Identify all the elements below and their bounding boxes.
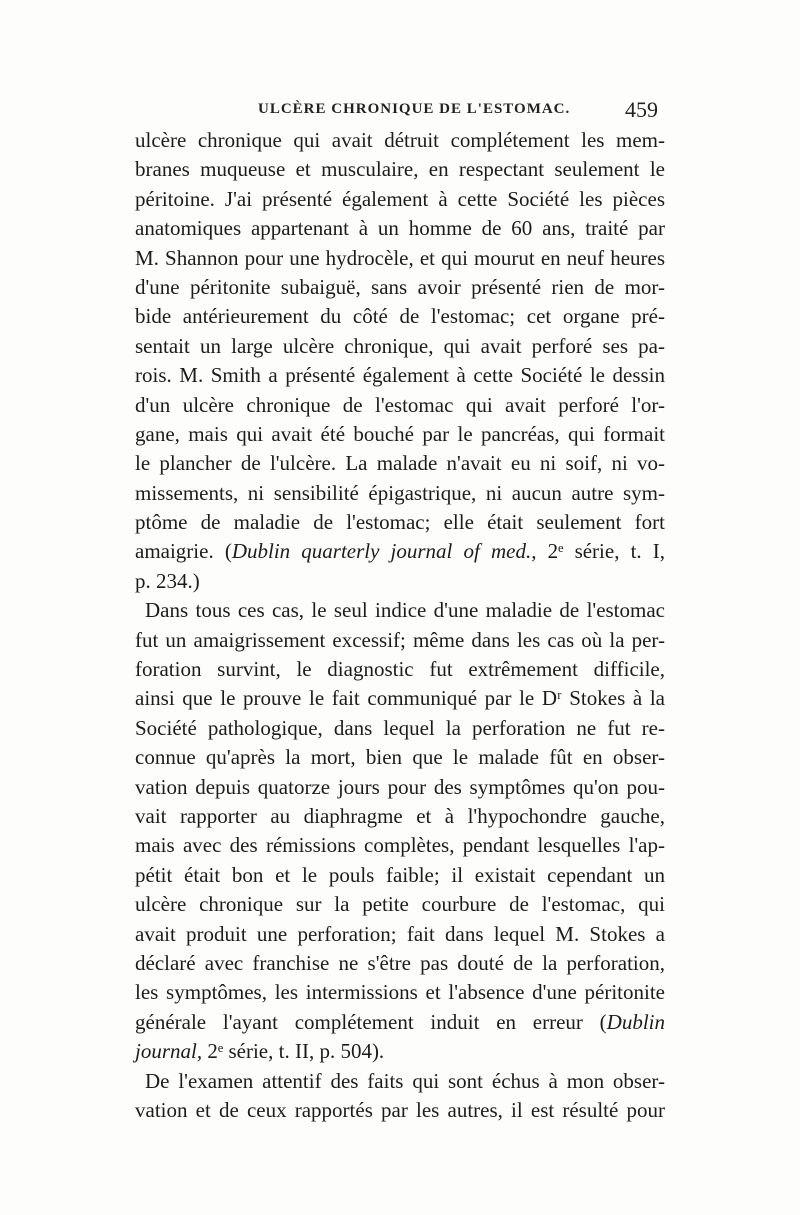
text-line: Société pathologique, dans lequel la perforation ne fut re- (135, 715, 665, 740)
text-line: pétit était bon et le pouls faible; il existait cependant un (135, 862, 665, 887)
page-number: 459 (625, 97, 658, 122)
text-line (135, 537, 665, 566)
text-line: De l'examen attentif des faits qui sont échus à mon obser- (145, 1068, 665, 1093)
text-segment: générale l'ayant complétement induit en erreur ( (135, 1009, 607, 1034)
text-line: M. Shannon pour une hydrocèle, et qui mourut en neuf heures (135, 245, 665, 270)
text-line: ulcère chronique sur la petite courbure de l'estomac, qui (135, 892, 665, 917)
text-segment: 2ᵉ série, t. I, (536, 539, 666, 564)
italic-citation: journal, (135, 1039, 203, 1064)
text-line: ulcère chronique qui avait détruit complétement les mem- (135, 128, 665, 152)
text-line: le plancher de l'ulcère. La malade n'avait eu ni soif, ni vo- (135, 451, 665, 476)
text-line: ainsi que le prouve le fait communiqué par le Dʳ Stokes à la (135, 686, 665, 711)
running-head (258, 97, 658, 127)
text-line (135, 1037, 665, 1066)
text-line: connue qu'après la mort, bien que le malade fût en obser- (135, 745, 665, 770)
text-line: les symptômes, les intermissions et l'absence d'une péritonite (135, 980, 665, 1005)
text-line: foration survint, le diagnostic fut extrêmement difficile, (135, 657, 665, 682)
text-line: avait produit une perforation; fait dans lequel M. Stokes a (135, 921, 665, 946)
text-line: vation et de ceux rapportés par les autres, il est résulté pour (135, 1097, 665, 1122)
text-line: vation depuis quatorze jours pour des symptômes qu'on pou- (135, 774, 665, 799)
italic-citation: Dublin quarterly journal of med., (231, 539, 537, 564)
text-line: d'un ulcère chronique de l'estomac qui avait perforé l'or- (135, 392, 665, 417)
text-segment: 2ᵉ série, t. II, p. 504). (202, 1039, 385, 1064)
body-text (135, 126, 665, 1125)
text-segment: amaigrie. ( (135, 539, 232, 564)
text-line: rois. M. Smith a présenté également à cette Société le dessin (135, 363, 665, 388)
text-line: bide antérieurement du côté de l'estomac; cet organe pré- (135, 304, 665, 329)
text-line: missements, ni sensibilité épigastrique, ni aucun autre sym- (135, 480, 665, 505)
italic-citation: Dublin (606, 1009, 665, 1034)
running-title: ULCÈRE CHRONIQUE DE L'ESTOMAC. (258, 101, 571, 117)
text-line: vait rapporter au diaphragme et à l'hypochondre gauche, (135, 803, 665, 828)
text-line: anatomiques appartenant à un homme de 60 ans, traité par (135, 216, 665, 241)
text-line (135, 1008, 665, 1037)
text-line: fut un amaigrissement excessif; même dans les cas où la per- (135, 627, 665, 652)
text-line: p. 234.) (135, 568, 200, 593)
text-line: gane, mais qui avait été bouché par le pancréas, qui formait (135, 421, 665, 446)
text-line: péritoine. J'ai présenté également à cette Société les pièces (135, 186, 665, 211)
text-line: Dans tous ces cas, le seul indice d'une maladie de l'estomac (145, 598, 665, 623)
text-line: déclaré avec franchise ne s'être pas douté de la perforation, (135, 950, 665, 975)
text-line: sentait un large ulcère chronique, qui avait perforé ses pa- (135, 333, 665, 358)
text-line: d'une péritonite subaiguë, sans avoir présenté rien de mor- (135, 274, 665, 299)
text-line: mais avec des rémissions complètes, pendant lesquelles l'ap- (135, 833, 665, 858)
text-line: branes muqueuse et musculaire, en respectant seulement le (135, 157, 665, 182)
text-line: ptôme de maladie de l'estomac; elle était seulement fort (135, 510, 665, 535)
